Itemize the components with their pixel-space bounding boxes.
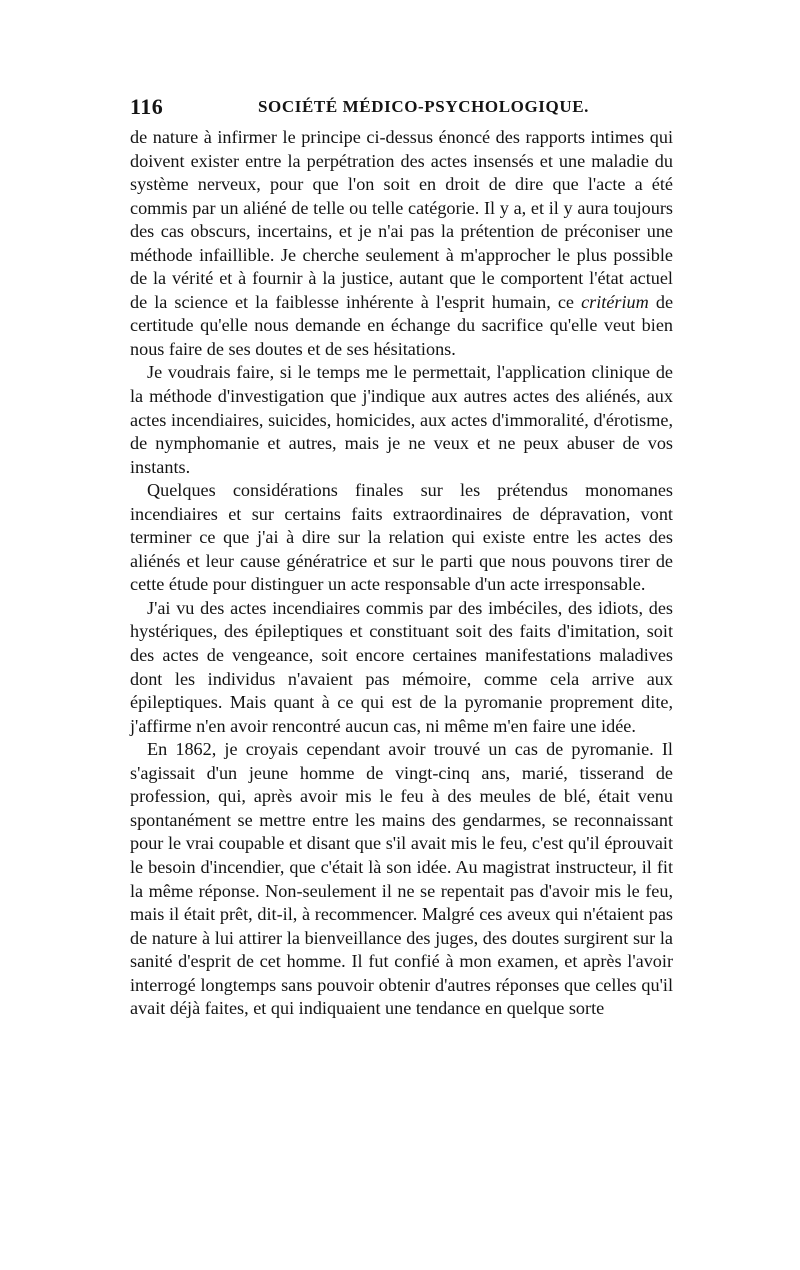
- paragraph-5: En 1862, je croyais cependant avoir trouvé un cas de pyromanie. Il s'agissait d'un jeune homme de vingt-cinq ans, marié, tisserand de profession, qui, après avoir mis le feu à des meules de blé, était venu spontanément se mettre entre les mains des gendarmes, se reconnaissant pour le vrai coupable et disant que s'il avait mis le feu, c'est qu'il éprouvait le besoin d'incendier, que c'était là son idée. Au magistrat instructeur, il fit la même réponse. Non-seulement il ne se repentait pas d'avoir mis le feu, mais il était prêt, dit-il, à recommencer. Malgré ces aveux qui n'étaient pas de nature à lui attirer la bienveillance des juges, des doutes surgirent sur la sanité d'esprit de cet homme. Il fut confié à mon examen, et après l'avoir interrogé longtemps sans pouvoir obtenir d'autres réponses que celles qu'il avait déjà faites, et qui indiquaient une tendance en quelque sorte: [130, 739, 673, 1019]
- paragraph-4: J'ai vu des actes incendiaires commis par des imbéciles, des idiots, des hystériques, des épileptiques et constituant soit des faits d'imitation, soit des actes de vengeance, soit encore certaines manifestations maladives dont les individus n'avaient pas mémoire, comme cela arrive aux épileptiques. Mais quant à ce qui est de la pyromanie proprement dite, j'affirme n'en avoir rencontré aucun cas, ni même m'en faire une idée.: [130, 597, 673, 736]
- body-text: [130, 126, 673, 1021]
- paragraph-1-text-b: de certitude qu'elle nous demande en échange du sacrifice qu'elle veut bien nous faire de ses doutes et de ses hésitations.: [130, 291, 674, 359]
- paragraph-2: Je voudrais faire, si le temps me le permettait, l'application clinique de la méthode d'investigation que j'indique aux autres actes des aliénés, aux actes incendiaires, suicides, homicides, aux actes d'immoralité, d'érotisme, de nymphomanie et autres, mais je ne veux et ne peux abuser de vos instants.: [130, 362, 673, 477]
- paragraph-continuation: [130, 126, 673, 361]
- running-title: SOCIÉTÉ MÉDICO-PSYCHOLOGIQUE.: [258, 97, 590, 116]
- running-head: [130, 94, 670, 124]
- paragraph-1-italic-term: critérium: [581, 291, 649, 312]
- page-number: 116: [130, 94, 164, 119]
- paragraph-1-text-a: de nature à infirmer le principe ci-dessus énoncé des rapports intimes qui doivent exister entre la perpétration des actes insensés et une maladie du système nerveux, pour que l'on soit en droit de dire que l'acte a été commis par un aliéné de telle ou telle catégorie. Il y a, et il y aura toujours des cas obscurs, incertains, et je n'ai pas la prétention de préconiser une méthode infaillible. Je cherche seulement à m'approcher le plus possible de la vérité et à fournir à la justice, autant que le comportent l'état actuel de la science et la faiblesse inhérente à l'esprit humain, ce: [130, 127, 673, 312]
- paragraph-3: Quelques considérations finales sur les prétendus monomanes incendiaires et sur certains faits extraordinaires de dépravation, vont terminer ce que j'ai à dire sur la relation qui existe entre les actes des aliénés et leur cause génératrice et sur le parti que nous pouvons tirer de cette étude pour distinguer un acte responsable d'un acte irresponsable.: [130, 480, 673, 595]
